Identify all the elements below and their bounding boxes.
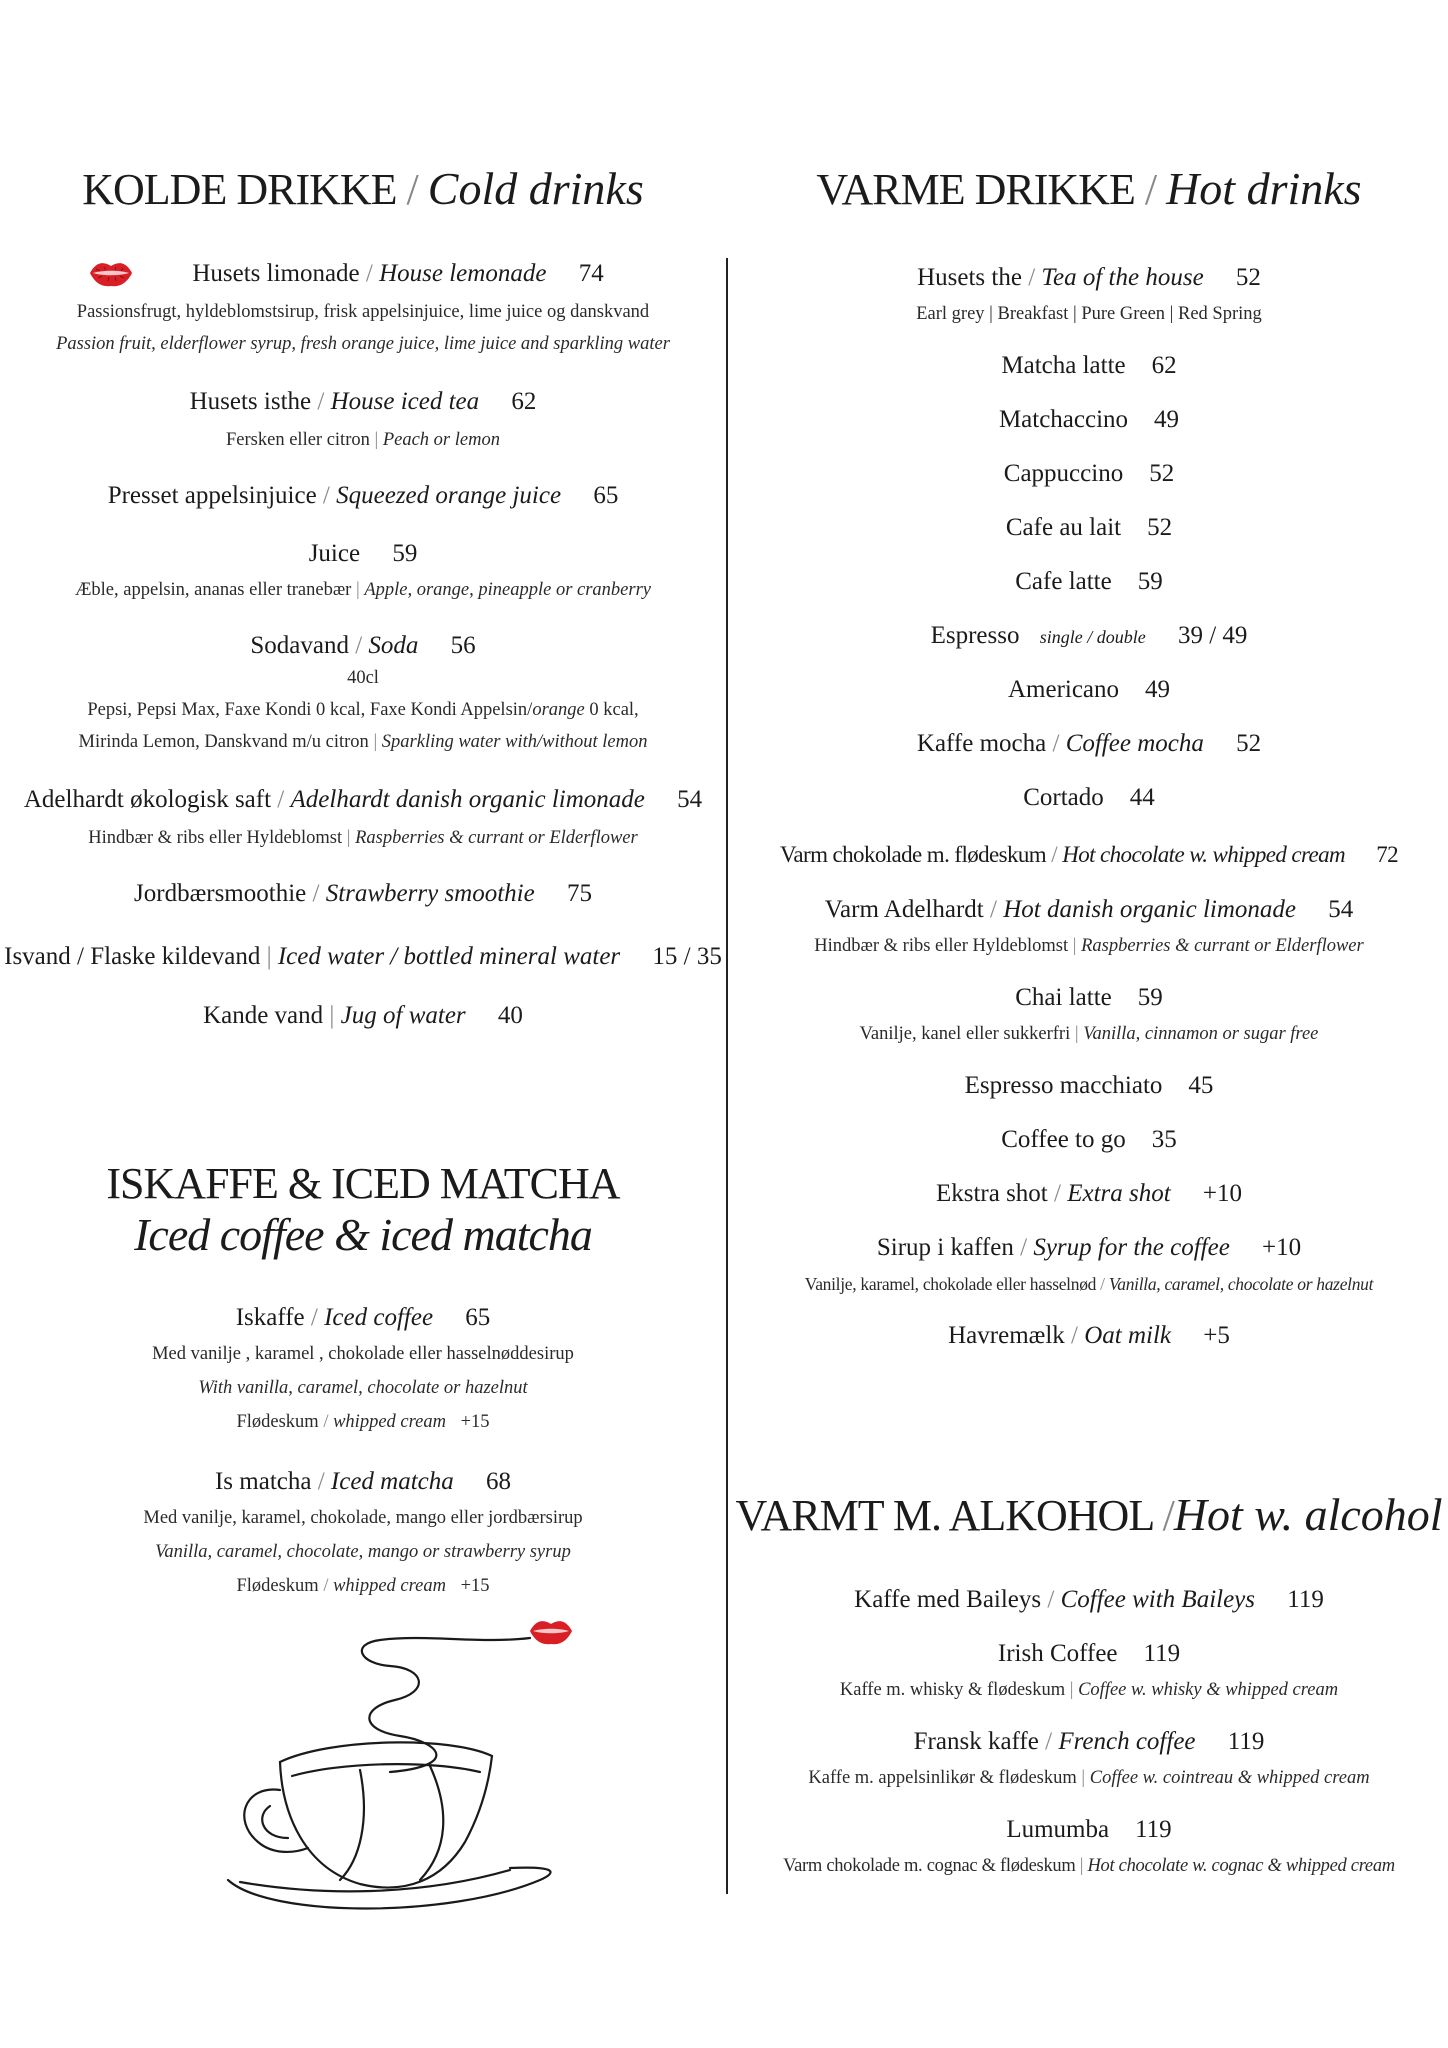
menu-item-espresso-macchiato: Espresso macchiato 45: [964, 1072, 1214, 1099]
iced-heading-en: Iced coffee & iced matcha: [134, 1209, 592, 1260]
menu-item-coffee-to-go: Coffee to go 35: [1001, 1126, 1177, 1153]
menu-item-french-coffee: Fransk kaffe / French coffee 119: [913, 1728, 1265, 1755]
price: 54: [677, 786, 703, 813]
menu-item-chai-latte: Chai latte 59: [1015, 984, 1163, 1011]
cold-title-en: Cold drinks: [427, 163, 644, 214]
item-description: Passionsfrugt, hyldeblomstsirup, frisk appelsinjuice, lime juice og danskvand: [76, 302, 650, 322]
cold-title: KOLDE DRIKKE: [82, 165, 397, 214]
menu-item-iced-coffee: Iskaffe / Iced coffee 65: [235, 1304, 491, 1331]
menu-item-water: Isvand / Flaske kildevand | Iced water / bottled mineral water 15 / 35: [4, 943, 722, 970]
item-extra: Flødeskum / whipped cream +15: [236, 1412, 490, 1432]
alcohol-heading: VARMT M. ALKOHOL /Hot w. alcohol: [735, 1489, 1443, 1540]
menu-item-lumumba: Lumumba 119: [1006, 1816, 1172, 1843]
cold-drinks-heading: KOLDE DRIKKE / Cold drinks: [82, 163, 644, 214]
item-description: Hindbær & ribs eller Hyldeblomst | Raspberries & currant or Elderflower: [814, 936, 1364, 956]
item-description: Vanilje, karamel, chokolade eller hasselnød / Vanilla, caramel, chocolate or hazelnut: [804, 1274, 1374, 1294]
item-description: Earl grey | Breakfast | Pure Green | Red Spring: [916, 304, 1262, 324]
column-divider: [726, 258, 728, 1894]
price: 65: [593, 482, 619, 509]
item-description-en: Passion fruit, elderflower syrup, fresh orange juice, lime juice and sparkling water: [56, 334, 670, 354]
price: 40: [497, 1002, 523, 1029]
menu-item-coffee-baileys: Kaffe med Baileys / Coffee with Baileys 119: [854, 1586, 1324, 1613]
item-description: Æble, appelsin, ananas eller tranebær | Apple, orange, pineapple or cranberry: [74, 580, 652, 600]
menu-item-adelhardt: Adelhardt økologisk saft / Adelhardt danish organic limonade 54: [23, 786, 703, 813]
menu-item-house-lemonade: Husets limonade / House lemonade 74: [192, 260, 604, 287]
item-description: Kaffe m. appelsinlikør & flødeskum | Coffee w. cointreau & whipped cream: [808, 1768, 1370, 1788]
item-description: Kaffe m. whisky & flødeskum | Coffee w. whisky & whipped cream: [839, 1680, 1339, 1700]
menu-item-cafe-latte: Cafe latte 59: [1015, 568, 1163, 595]
menu-item-cortado: Cortado 44: [1023, 784, 1155, 811]
menu-item-irish-coffee: Irish Coffee 119: [997, 1640, 1181, 1667]
price: 65: [465, 1304, 491, 1331]
menu-item-soda: Sodavand / Soda 56: [250, 632, 476, 659]
menu-item-jug-of-water: Kande vand | Jug of water 40: [203, 1002, 523, 1029]
menu-item-orange-juice: Presset appelsinjuice / Squeezed orange juice 65: [107, 482, 619, 509]
item-description: Med vanilje, karamel, chokolade, mango eller jordbærsirup: [143, 1508, 583, 1528]
menu-item-cafe-au-lait: Cafe au lait 52: [1005, 514, 1173, 541]
hot-drinks-heading: VARME DRIKKE / Hot drinks: [816, 163, 1362, 214]
iced-heading: ISKAFFE & ICED MATCHA: [106, 1159, 620, 1208]
price: 62: [511, 388, 537, 415]
menu-item-coffee-mocha: Kaffe mocha / Coffee mocha 52: [916, 730, 1262, 757]
menu-item-hot-adelhardt: Varm Adelhardt / Hot danish organic limonade 54: [824, 896, 1354, 923]
item-description: Pepsi, Pepsi Max, Faxe Kondi 0 kcal, Faxe Kondi Appelsin/orange 0 kcal,: [87, 700, 639, 720]
menu-item-iced-matcha: Is matcha / Iced matcha 68: [214, 1468, 512, 1495]
menu-item-strawberry-smoothie: Jordbærsmoothie / Strawberry smoothie 75: [134, 880, 592, 907]
item-description: Hindbær & ribs eller Hyldeblomst | Raspberries & currant or Elderflower: [88, 828, 638, 848]
price: 74: [578, 260, 604, 287]
item-description: Varm chokolade m. cognac & flødeskum | Hot chocolate w. cognac & whipped cream: [783, 1856, 1395, 1876]
item-description: Fersken eller citron | Peach or lemon: [226, 430, 500, 450]
item-description-en: With vanilla, caramel, chocolate or hazelnut: [198, 1378, 528, 1398]
item-description: Mirinda Lemon, Danskvand m/u citron | Sparkling water with/without lemon: [78, 732, 648, 752]
item-description: Vanilje, kanel eller sukkerfri | Vanilla, cinnamon or sugar free: [859, 1024, 1319, 1044]
price: 75: [566, 880, 592, 907]
item-extra: Flødeskum / whipped cream +15: [236, 1576, 490, 1596]
menu-item-hot-chocolate: Varm chokolade m. flødeskum / Hot chocolate w. whipped cream 72: [779, 842, 1399, 867]
menu-item-syrup: Sirup i kaffen / Syrup for the coffee +10: [876, 1234, 1302, 1261]
price: 56: [450, 632, 476, 659]
menu-item-americano: Americano 49: [1007, 676, 1171, 703]
menu-item-tea-of-the-house: Husets the / Tea of the house 52: [917, 264, 1261, 291]
item-description-en: Vanilla, caramel, chocolate, mango or strawberry syrup: [155, 1542, 571, 1562]
menu-item-extra-shot: Ekstra shot / Extra shot +10: [935, 1180, 1243, 1207]
price: 15 / 35: [652, 943, 722, 970]
menu-item-cappuccino: Cappuccino 52: [1003, 460, 1175, 487]
coffee-cup-illustration: [210, 1580, 610, 1920]
menu-item-house-iced-tea: Husets isthe / House iced tea 62: [189, 388, 537, 415]
price: 52: [1235, 264, 1261, 291]
menu-item-oat-milk: Havremælk / Oat milk +5: [948, 1322, 1230, 1349]
item-size: 40cl: [347, 668, 379, 688]
menu-item-matcha-latte: Matcha latte 62: [1001, 352, 1177, 379]
price: 59: [392, 540, 418, 567]
menu-item-espresso: Espresso single / double 39 / 49: [930, 622, 1248, 649]
menu-item-juice: Juice 59: [308, 540, 418, 567]
item-description: Med vanilje , karamel , chokolade eller hasselnøddesirup: [152, 1344, 574, 1364]
price: 68: [486, 1468, 512, 1495]
menu-item-matchaccino: Matchaccino 49: [998, 406, 1180, 433]
